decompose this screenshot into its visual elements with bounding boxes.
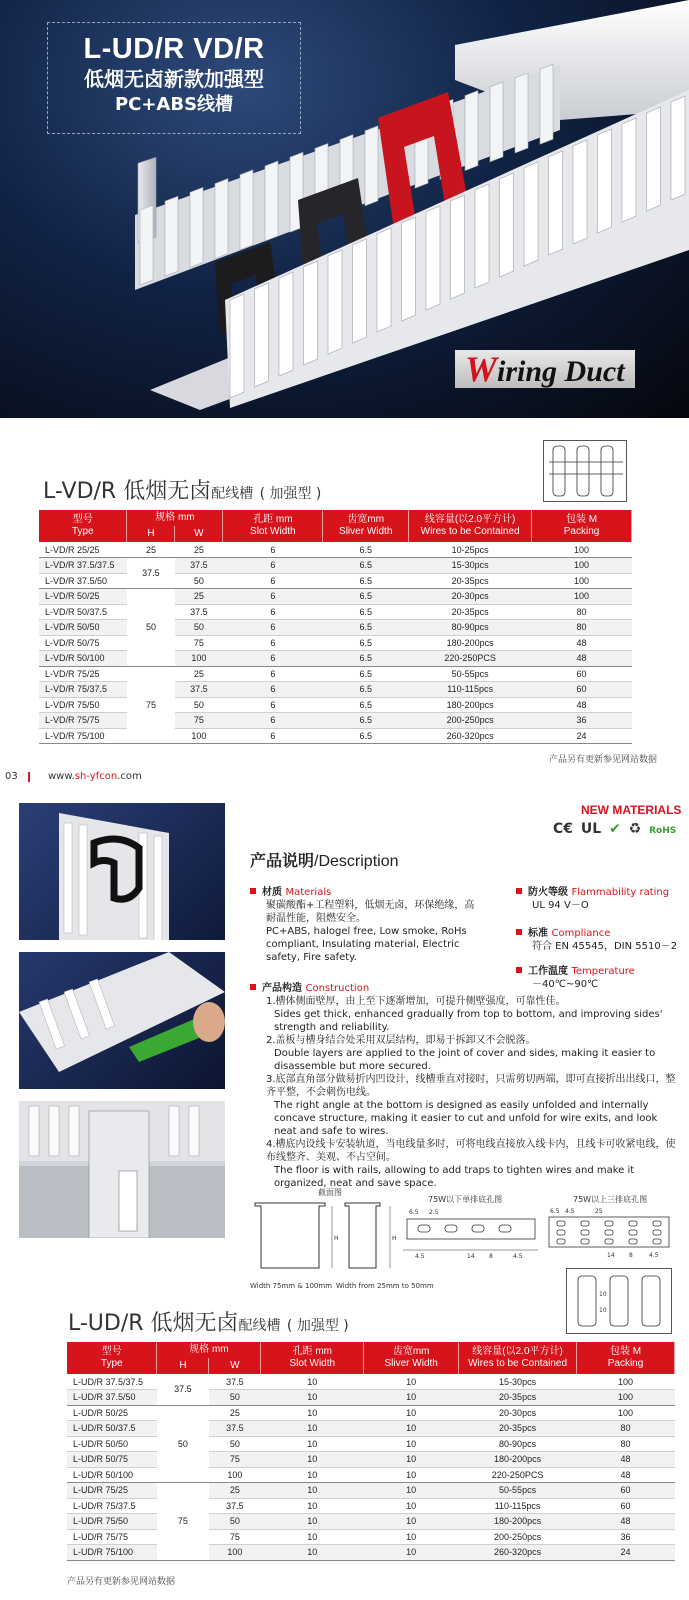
ce-icon: C€	[553, 821, 574, 837]
table-row	[39, 666, 632, 682]
cell-w: 100	[175, 728, 223, 744]
col-spec: 规格 mm	[157, 1342, 261, 1358]
cell-h: 37.5	[157, 1374, 209, 1405]
cell-sliver: 6.5	[323, 728, 409, 744]
cell-sliver: 6.5	[323, 635, 409, 651]
col-sliver: 齿宽mm Sliver Width	[364, 1342, 459, 1374]
construction-item-2-cn: 2.盖板与槽身结合处采用双层结构，即易于拆卸又不会脱落。	[266, 1035, 536, 1046]
cell-type: L-UD/R 50/100	[67, 1467, 157, 1483]
cell-type: L-VD/R 75/37.5	[39, 682, 127, 698]
cell-type: L-VD/R 25/25	[39, 542, 127, 558]
cell-slot: 6	[223, 635, 323, 651]
cell-w: 37.5	[209, 1421, 261, 1437]
cell-w: 37.5	[209, 1374, 261, 1390]
cell-slot: 10	[261, 1467, 364, 1483]
cell-pack: 100	[532, 573, 632, 589]
cell-slot: 10	[261, 1390, 364, 1406]
cell-w: 100	[209, 1467, 261, 1483]
cell-sliver: 6.5	[323, 666, 409, 682]
col-h: H	[157, 1358, 209, 1374]
cell-sliver: 10	[364, 1405, 459, 1421]
construction-item-1-cn: 1.槽体侧面壁厚，由上至下逐渐增加，可提升侧壁强度，可靠性佳。	[266, 996, 566, 1007]
col-w: W	[209, 1358, 261, 1374]
cell-type: L-VD/R 75/75	[39, 713, 127, 729]
cell-pack: 48	[532, 635, 632, 651]
cell-slot: 6	[223, 651, 323, 667]
cell-w: 100	[209, 1545, 261, 1561]
cell-slot: 10	[261, 1483, 364, 1499]
duct-tooth	[426, 206, 440, 310]
cell-sliver: 6.5	[323, 697, 409, 713]
cell-h: 75	[127, 666, 175, 744]
duct-tooth	[671, 96, 685, 200]
cell-slot: 6	[223, 713, 323, 729]
svg-text:8: 8	[489, 1253, 493, 1260]
cell-wires: 200-250pcs	[459, 1529, 577, 1545]
cell-slot: 6	[223, 728, 323, 744]
cell-w: 37.5	[175, 558, 223, 574]
cell-h: 75	[157, 1483, 209, 1561]
hero-banner	[0, 0, 689, 418]
footer-divider	[28, 772, 30, 782]
cell-type: L-UD/R 75/50	[67, 1514, 157, 1530]
col-wires: 线容量(以2.0平方计) Wires to be Contained	[459, 1342, 577, 1374]
cell-wires: 110-115pcs	[459, 1498, 577, 1514]
cell-pack: 80	[577, 1421, 675, 1437]
h-dimension-right: H	[392, 1235, 397, 1242]
duct-tooth	[540, 64, 553, 144]
construction-item-4-cn: 4.槽底内设线卡安装轨道，当电线量多时，可将电线直接放入线卡内，且线卡可收紧电线，使布线整齐、美观、不占空间。	[266, 1139, 676, 1163]
cell-pack: 48	[532, 697, 632, 713]
cell-wires: 50-55pcs	[459, 1483, 577, 1499]
cell-sliver: 6.5	[323, 651, 409, 667]
cell-slot: 10	[261, 1514, 364, 1530]
svg-text:8: 8	[629, 1252, 633, 1259]
flammability-block: 防火等级 Flammability rating UL 94 V－O	[516, 886, 686, 912]
cell-slot: 6	[223, 620, 323, 636]
cell-wires: 20-30pcs	[409, 589, 532, 605]
cell-w: 75	[175, 713, 223, 729]
duct-tooth	[647, 107, 661, 211]
cell-slot: 6	[223, 573, 323, 589]
ud-section-title: L-UD/R 低烟无卤配线槽 ( 加强型 )	[68, 1311, 349, 1336]
col-type: 型号 Type	[39, 510, 127, 542]
svg-text:4.5: 4.5	[513, 1253, 523, 1260]
cell-sliver: 10	[364, 1498, 459, 1514]
website-link[interactable]: www.sh-yfcon.com	[48, 771, 142, 782]
cell-sliver: 10	[364, 1374, 459, 1390]
cell-type: L-VD/R 50/25	[39, 589, 127, 605]
table-row	[67, 1483, 675, 1499]
page-number: 03	[5, 771, 18, 782]
cell-pack: 24	[532, 728, 632, 744]
cell-slot: 10	[261, 1452, 364, 1468]
cell-w: 25	[175, 589, 223, 605]
cell-h: 50	[157, 1405, 209, 1483]
cell-sliver: 6.5	[323, 558, 409, 574]
rohs-icon: RoHS	[649, 826, 677, 836]
svg-text:4.5: 4.5	[415, 1253, 425, 1260]
col-packing: 包装 M Packing	[532, 510, 632, 542]
cell-wires: 50-55pcs	[409, 666, 532, 682]
product-photo-cutting	[19, 952, 225, 1089]
cell-wires: 80-90pcs	[459, 1436, 577, 1452]
duct-tooth	[255, 283, 269, 387]
cell-type: L-VD/R 50/50	[39, 620, 127, 636]
cell-wires: 20-35pcs	[459, 1421, 577, 1437]
caption-left: Width 75mm & 100mm	[250, 1282, 333, 1290]
svg-text:25: 25	[595, 1208, 603, 1215]
cell-w: 50	[175, 697, 223, 713]
duct-tooth	[365, 126, 378, 206]
cell-pack: 48	[577, 1467, 675, 1483]
svg-text:14: 14	[607, 1252, 615, 1259]
col-slot: 孔距 mm Slot Width	[261, 1342, 364, 1374]
cell-w: 75	[175, 635, 223, 651]
table-row	[39, 542, 632, 558]
vd-spec-table	[39, 510, 632, 744]
hole-diagram-triple-row	[545, 1205, 673, 1261]
col-wires: 线容量(以2.0平方计) Wires to be Contained	[409, 510, 532, 542]
cell-w: 25	[209, 1405, 261, 1421]
duct-tooth	[490, 82, 503, 162]
duct-tooth	[598, 129, 612, 233]
section-drawing	[250, 1198, 400, 1278]
cell-pack: 24	[577, 1545, 675, 1561]
reach-icon: ✔	[609, 821, 621, 837]
table-row	[67, 1374, 675, 1390]
compliance-block: 标准 Compliance 符合 EN 45545，DIN 5510－2	[516, 927, 686, 953]
duct-tooth	[240, 170, 253, 250]
hero-title-box	[47, 22, 301, 134]
vd-note: 产品另有更新参见网站数据	[549, 755, 658, 765]
cell-wires: 20-30pcs	[459, 1405, 577, 1421]
cell-pack: 48	[577, 1452, 675, 1468]
cell-type: L-VD/R 75/25	[39, 666, 127, 682]
wiring-duct-badge: Wiring Duct	[455, 350, 635, 388]
cell-sliver: 6.5	[323, 682, 409, 698]
ud-spec-table	[67, 1342, 675, 1561]
cell-slot: 10	[261, 1421, 364, 1437]
cell-wires: 20-35pcs	[409, 573, 532, 589]
table-row	[67, 1405, 675, 1421]
cell-sliver: 10	[364, 1436, 459, 1452]
cell-pack: 100	[577, 1405, 675, 1421]
cell-wires: 180-200pcs	[459, 1514, 577, 1530]
cell-type: L-UD/R 75/100	[67, 1545, 157, 1561]
cell-pack: 100	[577, 1374, 675, 1390]
duct-tooth	[573, 140, 587, 244]
cell-sliver: 10	[364, 1529, 459, 1545]
cell-wires: 15-30pcs	[409, 558, 532, 574]
cell-wires: 220-250PCS	[459, 1467, 577, 1483]
cell-pack: 60	[577, 1483, 675, 1499]
duct-tooth	[451, 195, 465, 299]
duct-tooth	[279, 272, 293, 376]
cell-type: L-VD/R 75/100	[39, 728, 127, 744]
cell-wires: 260-320pcs	[409, 728, 532, 744]
cell-wires: 180-200pcs	[459, 1452, 577, 1468]
cell-pack: 80	[532, 620, 632, 636]
duct-tooth	[622, 118, 636, 222]
cell-sliver: 6.5	[323, 620, 409, 636]
cell-wires: 10-25pcs	[409, 542, 532, 558]
cell-pack: 100	[532, 558, 632, 574]
duct-tooth	[215, 179, 228, 259]
hole-diagram-single-row	[403, 1205, 538, 1260]
cell-h: 37.5	[127, 558, 175, 589]
ud-note: 产品另有更新参见网站数据	[67, 1577, 176, 1587]
cell-w: 50	[175, 620, 223, 636]
cell-sliver: 6.5	[323, 589, 409, 605]
hole-diagram-mid-label: 75W以下单排底孔图	[428, 1195, 503, 1204]
cell-wires: 20-35pcs	[459, 1390, 577, 1406]
cell-sliver: 6.5	[323, 573, 409, 589]
construction-item-2-en: Double layers are applied to the joint of cover and sides, making it easier to disassemble but more secured.	[274, 1048, 656, 1072]
cell-sliver: 6.5	[323, 604, 409, 620]
cell-wires: 220-250PCS	[409, 651, 532, 667]
cell-w: 37.5	[175, 682, 223, 698]
new-materials-label: NEW MATERIALS	[581, 803, 682, 817]
cell-type: L-UD/R 75/37.5	[67, 1498, 157, 1514]
cell-pack: 100	[577, 1390, 675, 1406]
svg-text:2.5: 2.5	[429, 1209, 439, 1216]
duct-tooth	[190, 187, 203, 267]
cell-sliver: 10	[364, 1390, 459, 1406]
svg-text:10: 10	[599, 1307, 607, 1314]
cell-w: 37.5	[209, 1498, 261, 1514]
construction-item-1-en: Sides get thick, enhanced gradually from top to bottom, and improving sides' strength and reliability.	[274, 1009, 663, 1033]
cell-slot: 6	[223, 558, 323, 574]
cell-wires: 80-90pcs	[409, 620, 532, 636]
cell-wires: 110-115pcs	[409, 682, 532, 698]
duct-tooth	[265, 161, 278, 241]
cell-sliver: 10	[364, 1483, 459, 1499]
svg-text:10: 10	[599, 1291, 607, 1298]
duct-tooth	[549, 151, 563, 255]
recycle-icon: ♻	[628, 821, 642, 837]
product-photo-clips	[19, 803, 225, 940]
vd-section-title: L-VD/R 低烟无卤配线槽 ( 加强型 )	[43, 479, 322, 504]
cell-slot: 10	[261, 1529, 364, 1545]
vd-slot-diagram	[543, 440, 627, 502]
cell-type: L-VD/R 37.5/37.5	[39, 558, 127, 574]
ud-slot-diagram	[566, 1268, 672, 1334]
cell-wires: 180-200pcs	[409, 697, 532, 713]
cell-w: 25	[209, 1483, 261, 1499]
duct-tooth	[140, 205, 153, 285]
cell-type: L-UD/R 37.5/50	[67, 1390, 157, 1406]
cell-type: L-UD/R 50/50	[67, 1436, 157, 1452]
cell-w: 50	[209, 1436, 261, 1452]
duct-tooth	[377, 228, 391, 332]
cell-sliver: 10	[364, 1421, 459, 1437]
cell-wires: 15-30pcs	[459, 1374, 577, 1390]
col-w: W	[175, 526, 223, 542]
cell-slot: 6	[223, 542, 323, 558]
cell-slot: 6	[223, 682, 323, 698]
duct-tooth	[165, 196, 178, 276]
duct-tooth	[353, 239, 367, 343]
svg-text:6.5: 6.5	[550, 1208, 560, 1215]
cell-w: 25	[175, 542, 223, 558]
temperature-block: 工作温度 Temperature －40℃~90℃	[516, 965, 686, 991]
duct-tooth	[465, 91, 478, 171]
cell-slot: 10	[261, 1405, 364, 1421]
duct-tooth	[230, 294, 244, 398]
hole-diagram-right-label: 75W以上三排底孔图	[573, 1195, 648, 1204]
cell-pack: 36	[532, 713, 632, 729]
duct-tooth	[304, 261, 318, 365]
cell-type: L-UD/R 75/75	[67, 1529, 157, 1545]
hero-title-cn: 低烟无卤新款加强型	[84, 67, 264, 91]
col-packing: 包装 M Packing	[577, 1342, 675, 1374]
hero-title-model: L-UD/R VD/R	[83, 33, 265, 65]
hero-title-material: PC+ABS线槽	[114, 94, 234, 115]
cell-sliver: 6.5	[323, 542, 409, 558]
cell-w: 50	[209, 1390, 261, 1406]
cell-wires: 180-200pcs	[409, 635, 532, 651]
cell-h: 25	[127, 542, 175, 558]
cell-pack: 36	[577, 1529, 675, 1545]
cell-sliver: 10	[364, 1452, 459, 1468]
table-row	[39, 589, 632, 605]
col-spec: 规格 mm	[127, 510, 223, 526]
cell-w: 50	[175, 573, 223, 589]
duct-tooth	[524, 162, 538, 266]
col-type: 型号 Type	[67, 1342, 157, 1374]
cell-type: L-UD/R 37.5/37.5	[67, 1374, 157, 1390]
cell-w: 25	[175, 666, 223, 682]
page-footer	[0, 768, 689, 786]
cell-type: L-UD/R 50/37.5	[67, 1421, 157, 1437]
product-photo-rails	[19, 1101, 225, 1238]
cell-type: L-VD/R 50/100	[39, 651, 127, 667]
construction-item-3-cn: 3.底部直角部分做易折内凹设计，线槽垂直对接时，只需剪切两端，即可直接折出出线口，整齐平整，不会刺伤电线。	[266, 1074, 676, 1098]
cell-slot: 6	[223, 697, 323, 713]
construction-item-3-en: The right angle at the bottom is designed as easily unfolded and internally concave structure, making it easier to cut and unfold for wire exits, and look neat and safe to wires.	[274, 1100, 658, 1137]
ul-icon: UL	[580, 821, 602, 837]
col-slot: 孔距 mm Slot Width	[223, 510, 323, 542]
cell-pack: 100	[532, 542, 632, 558]
cell-type: L-VD/R 50/75	[39, 635, 127, 651]
section-label: 截面图	[318, 1188, 342, 1197]
cell-w: 75	[209, 1452, 261, 1468]
materials-block: 材质 Materials 聚碳酸酯+工程塑料，低烟无卤，环保绝缘，高耐温性能，阻燃安全。 PC+ABS, halogel free, Low smoke, RoHs compliant, Insulating material, Electric safety, Fire safety.	[250, 886, 480, 964]
cell-type: L-VD/R 75/50	[39, 697, 127, 713]
svg-text:4.5: 4.5	[649, 1252, 659, 1259]
svg-text:4.5: 4.5	[565, 1208, 575, 1215]
cell-pack: 60	[532, 666, 632, 682]
cell-w: 37.5	[175, 604, 223, 620]
table-row	[39, 558, 632, 574]
svg-text:14: 14	[467, 1253, 475, 1260]
duct-tooth	[500, 173, 514, 277]
col-sliver: 齿宽mm Sliver Width	[323, 510, 409, 542]
construction-block: 产品构造 Construction 1.槽体侧面壁厚，由上至下逐渐增加，可提升侧壁强度，可靠性佳。 Sides get thick, enhanced gradually from top to bottom, and improving sides' strength and reliability. 2.盖板与槽身结合处采用双层结构，即易于拆卸又不会脱落。 Double layers are applied to the joint of cover and sides, making it easier to disassemble but more secured. 3.底部直角部分做易折内凹设计，线槽垂直对接时，只需剪切两端，即可直接折出出线口，整齐平整，不会刺伤电线。 The right angle at the bottom is designed as easily unfolded and internally concave structure, making it easier to cut and unfold for wire exits, and look neat and safe to wires. 4.槽底内设线卡安装轨道，当电线量多时，可将电线直接放入线卡内，且线卡可收紧电线，使布线整齐、美观、不占空间。 The floor is with rails, allowing to add traps to tighten wires and make it organized, neat and save space.	[250, 982, 678, 1190]
cell-sliver: 10	[364, 1545, 459, 1561]
cell-wires: 20-35pcs	[409, 604, 532, 620]
duct-tooth	[402, 217, 416, 321]
cell-w: 75	[209, 1529, 261, 1545]
cell-wires: 200-250pcs	[409, 713, 532, 729]
cell-sliver: 6.5	[323, 713, 409, 729]
cell-type: L-UD/R 50/25	[67, 1405, 157, 1421]
cell-pack: 80	[532, 604, 632, 620]
cell-slot: 10	[261, 1498, 364, 1514]
duct-tooth	[475, 184, 489, 288]
cell-slot: 10	[261, 1436, 364, 1452]
duct-tooth	[328, 250, 342, 354]
construction-item-4-en: The floor is with rails, allowing to add traps to tighten wires and make it organized, neat and save space.	[274, 1165, 635, 1189]
cell-slot: 6	[223, 666, 323, 682]
cell-slot: 10	[261, 1545, 364, 1561]
cell-h: 50	[127, 589, 175, 667]
cell-slot: 10	[261, 1374, 364, 1390]
duct-tooth	[515, 73, 528, 153]
caption-right: Width from 25mm to 50mm	[336, 1282, 434, 1290]
description-heading: 产品说明/Description	[250, 851, 399, 870]
cell-wires: 260-320pcs	[459, 1545, 577, 1561]
cell-pack: 100	[532, 589, 632, 605]
cell-pack: 80	[577, 1436, 675, 1452]
cell-pack: 48	[577, 1514, 675, 1530]
col-h: H	[127, 526, 175, 542]
cell-type: L-UD/R 75/25	[67, 1483, 157, 1499]
cell-sliver: 10	[364, 1514, 459, 1530]
cell-w: 50	[209, 1514, 261, 1530]
svg-text:6.5: 6.5	[409, 1209, 419, 1216]
cell-slot: 6	[223, 589, 323, 605]
cell-pack: 48	[532, 651, 632, 667]
certification-icons	[553, 821, 679, 837]
cell-type: L-UD/R 50/75	[67, 1452, 157, 1468]
h-dimension-left: H	[334, 1235, 339, 1242]
cell-w: 100	[175, 651, 223, 667]
cell-type: L-VD/R 37.5/50	[39, 573, 127, 589]
cell-sliver: 10	[364, 1467, 459, 1483]
cell-pack: 60	[532, 682, 632, 698]
cell-slot: 6	[223, 604, 323, 620]
cell-pack: 60	[577, 1498, 675, 1514]
cell-type: L-VD/R 50/37.5	[39, 604, 127, 620]
